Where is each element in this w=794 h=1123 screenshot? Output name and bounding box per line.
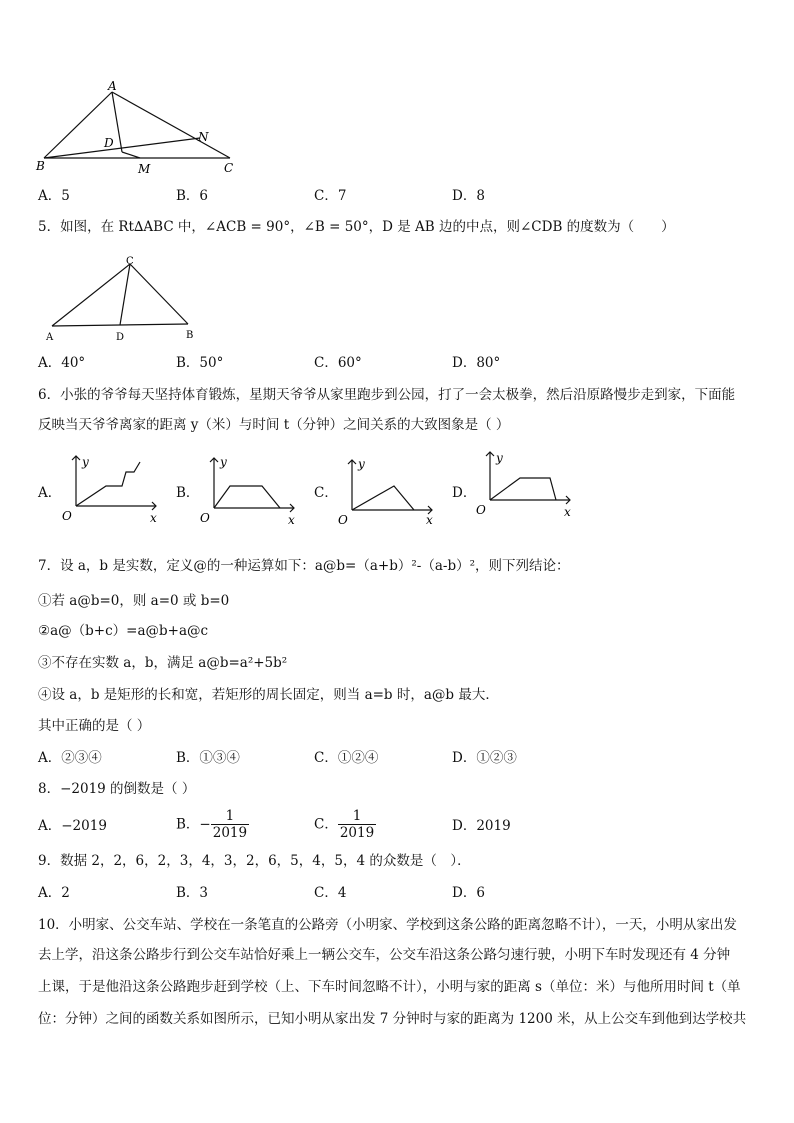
q6-option-b[interactable]: B． <box>176 485 200 501</box>
q10-line4: 位：分钟）之间的函数关系如图所示，已知小明从家出发 7 分钟时与家的距离为 1200 米，从上公交车到他到达学校共 <box>38 1011 747 1027</box>
q5-label-b: B <box>186 330 194 341</box>
q6c-origin-label: O <box>338 513 348 527</box>
q7-circled-1: ① <box>38 593 52 609</box>
q7-option-a[interactable]: A．②③④ <box>38 750 102 766</box>
q9-option-d[interactable]: D．6 <box>452 885 485 901</box>
q8-option-d[interactable]: D．2019 <box>452 818 511 834</box>
q8-option-b-fraction: $\frac{1}{2019}$ <box>212 808 248 841</box>
q5-label-c: C <box>126 256 134 267</box>
q6-graph-d[interactable] <box>472 448 582 524</box>
q7-stem: 7．设 a，b 是实数，定义@的一种运算如下：a@b=（a+b）²-（a-b）²，则下列结论： <box>38 558 570 574</box>
q6c-y-label: y <box>358 457 365 471</box>
q4-option-c[interactable]: C．7 <box>314 188 347 204</box>
q7-prompt: 其中正确的是（ ） <box>38 718 151 734</box>
q9-stem: 9．数据 2，2，6，2，3，4，3，2，6，5，4，5，4 的众数是（ ）． <box>38 853 471 869</box>
q7-circled-3: ③ <box>38 655 52 671</box>
q5-option-b[interactable]: B．50° <box>176 355 224 371</box>
q4-label-m: M <box>138 162 151 176</box>
q4-label-b: B <box>36 159 45 173</box>
q5-option-d[interactable]: D．80° <box>452 355 501 371</box>
q6-graph-a[interactable] <box>58 452 168 528</box>
q9-option-a[interactable]: A．2 <box>38 885 70 901</box>
q5-label-d: D <box>116 332 125 343</box>
q9-option-b[interactable]: B．3 <box>176 885 209 901</box>
q5-label-a: A <box>46 332 54 343</box>
q4-label-a: A <box>108 79 117 93</box>
q4-triangle-figure <box>30 78 240 178</box>
q6-graph-c[interactable] <box>334 452 444 528</box>
q7-statement-1: ①若 a@b=0，则 a=0 或 b=0 <box>38 593 230 609</box>
q6-option-d[interactable]: D． <box>452 485 477 501</box>
q6b-x-label: x <box>288 513 295 527</box>
q7-option-d[interactable]: D．①②③ <box>452 750 517 766</box>
q6d-y-label: y <box>496 451 503 465</box>
q4-option-d[interactable]: D．8 <box>452 188 485 204</box>
q4-option-b[interactable]: B．6 <box>176 188 209 204</box>
q4-side-ab <box>44 92 112 158</box>
q9-option-c[interactable]: C．4 <box>314 885 347 901</box>
q4-label-d: D <box>104 136 114 150</box>
q7-circled-2: ② <box>38 623 51 639</box>
q6c-x-label: x <box>426 513 433 527</box>
q8-option-b[interactable]: B．− $\frac{1}{2019}$ <box>176 808 248 841</box>
q6-graph-b[interactable] <box>196 452 306 528</box>
q6-option-a[interactable]: A． <box>38 485 62 501</box>
q6d-origin-label: O <box>476 503 486 517</box>
q6b-origin-label: O <box>200 511 210 525</box>
q10-line2: 去上学，沿这条公路步行到公交车站恰好乘上一辆公交车，公交车沿这条公路匀速行驶，小明下车时发现还有 4 分钟 <box>38 947 731 963</box>
q8-option-c-fraction: $\frac{1}{2019}$ <box>339 808 375 841</box>
q5-triangle-figure <box>40 254 210 346</box>
q6a-y-label: y <box>82 455 89 469</box>
q4-label-c: C <box>224 161 234 175</box>
q4-label-n: N <box>198 130 209 144</box>
q4-option-a[interactable]: A．5 <box>38 188 70 204</box>
q7-statement-4: ④设 a，b 是矩形的长和宽，若矩形的周长固定，则当 a=b 时，a@b 最大． <box>38 687 499 703</box>
q6a-x-label: x <box>150 511 157 525</box>
q7-circled-4: ④ <box>38 687 52 703</box>
q6-stem-line2: 反映当天爷爷离家的距离 y（米）与时间 t（分钟）之间关系的大致图象是（ ） <box>38 417 510 433</box>
q7-option-b[interactable]: B．①③④ <box>176 750 240 766</box>
q5-option-a[interactable]: A．40° <box>38 355 86 371</box>
q6b-y-label: y <box>220 455 227 469</box>
q6d-x-label: x <box>564 505 571 519</box>
q8-option-c[interactable]: C． $\frac{1}{2019}$ <box>314 808 375 841</box>
q6-stem-line1: 6．小张的爷爷每天坚持体育锻炼，星期天爷爷从家里跑步到公园，打了一会太极拳，然后沿原路慢步走到家，下面能 <box>38 387 736 403</box>
q7-statement-3: ③不存在实数 a，b，满足 a@b=a²+5b² <box>38 655 288 671</box>
q8-stem: 8．−2019 的倒数是（ ） <box>38 781 196 797</box>
q7-option-c[interactable]: C．①②④ <box>314 750 379 766</box>
q6-option-c[interactable]: C． <box>314 485 338 501</box>
q6a-origin-label: O <box>62 509 72 523</box>
q4-segment-bn <box>44 138 200 158</box>
q5-option-c[interactable]: C．60° <box>314 355 362 371</box>
q10-line1: 10．小明家、公交车站、学校在一条笔直的公路旁（小明家、学校到这条公路的距离忽略不计），一天，小明从家出发 <box>38 917 737 933</box>
q8-option-a[interactable]: A．−2019 <box>38 818 107 834</box>
q4-side-ac <box>112 92 230 158</box>
q10-line3: 上课，于是他沿这条公路跑步赶到学校（上、下车时间忽略不计），小明与家的距离 s（单位：米）与他所用时间 t（单 <box>38 979 741 995</box>
q7-statement-2: ②a@（b+c）=a@b+a@c <box>38 623 209 639</box>
q5-stem: 5．如图，在 Rt∆ABC 中，∠ACB = 90°，∠B = 50°，D 是 AB 边的中点，则∠CDB 的度数为（ ） <box>38 219 675 235</box>
